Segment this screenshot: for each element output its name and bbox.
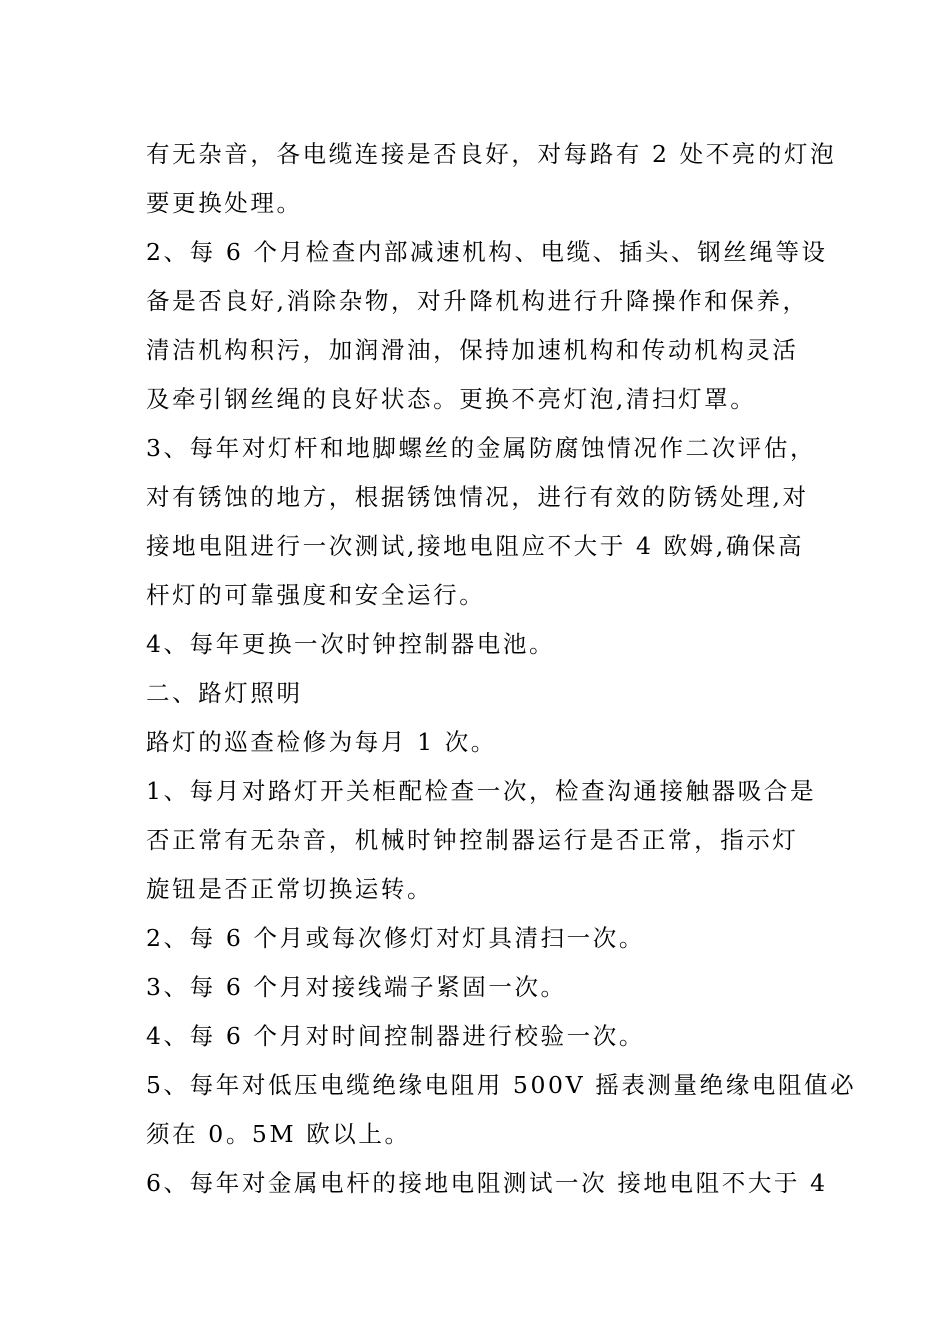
text-line: 6、每年对金属电杆的接地电阻测试一次 接地电阻不大于 4	[146, 1169, 828, 1197]
text-line: 有无杂音，各电缆连接是否良好，对每路有 2 处不亮的灯泡	[146, 140, 837, 168]
text-line: 备是否良好,消除杂物，对升降机构进行升降操作和保养，	[146, 287, 809, 315]
text-line: 1、每月对路灯开关柜配检查一次，检查沟通接触器吸合是	[146, 777, 817, 805]
text-line: 对有锈蚀的地方，根据锈蚀情况，进行有效的防锈处理,对	[146, 483, 809, 511]
text-line: 清洁机构积污，加润滑油，保持加速机构和传动机构灵活	[146, 336, 799, 364]
text-line: 旋钮是否正常切换运转。	[146, 875, 434, 903]
text-line: 3、每 6 个月对接线端子紧固一次。	[146, 973, 567, 1001]
text-line: 路灯的巡查检修为每月 1 次。	[146, 728, 497, 756]
text-line: 4、每年更换一次时钟控制器电池。	[146, 630, 556, 658]
document-body	[146, 130, 857, 1208]
text-line: 接地电阻进行一次测试,接地电阻应不大于 4 欧姆,确保高	[146, 532, 805, 560]
text-line: 2、每 6 个月或每次修灯对灯具清扫一次。	[146, 924, 645, 952]
text-line: 2、每 6 个月检查内部减速机构、电缆、插头、钢丝绳等设	[146, 238, 828, 266]
text-line: 3、每年对灯杆和地脚螺丝的金属防腐蚀情况作二次评估，	[146, 434, 817, 462]
text-line: 须在 0。5M 欧以上。	[146, 1120, 411, 1148]
text-line: 杆灯的可靠强度和安全运行。	[146, 581, 486, 609]
section-heading: 二、路灯照明	[146, 679, 303, 707]
text-line: 5、每年对低压电缆绝缘电阻用 500V 摇表测量绝缘电阻值必	[146, 1071, 857, 1099]
text-line: 要更换处理。	[146, 189, 303, 217]
text-line: 及牵引钢丝绳的良好状态。更换不亮灯泡,清扫灯罩。	[146, 385, 757, 413]
text-line: 4、每 6 个月对时间控制器进行校验一次。	[146, 1022, 645, 1050]
text-line: 否正常有无杂音，机械时钟控制器运行是否正常，指示灯	[146, 826, 799, 854]
